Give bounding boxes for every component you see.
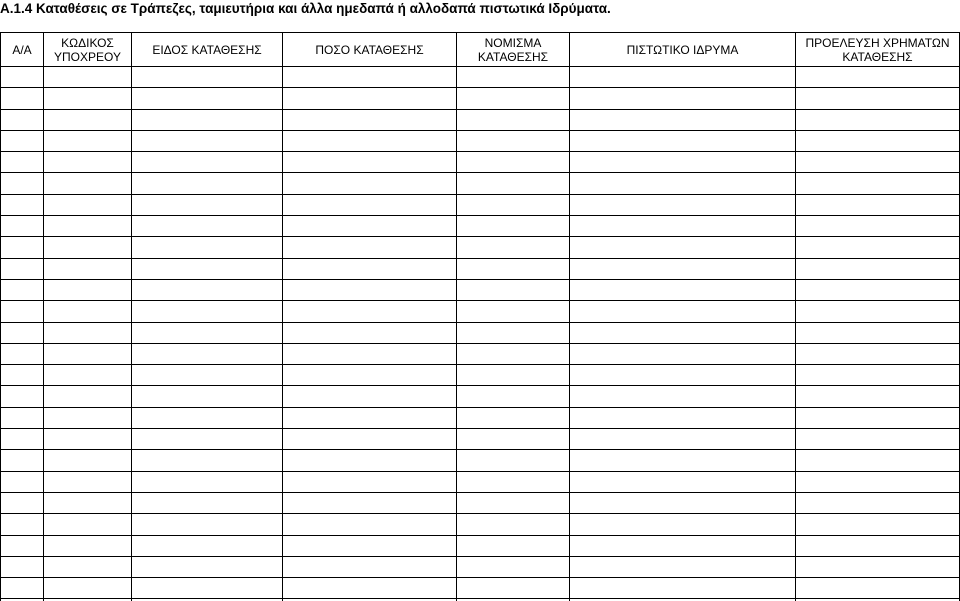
table-cell[interactable] — [283, 301, 457, 322]
table-cell[interactable] — [283, 322, 457, 343]
table-cell[interactable] — [283, 365, 457, 386]
table-cell[interactable] — [457, 173, 570, 194]
table-cell[interactable] — [570, 429, 796, 450]
table-cell[interactable] — [283, 109, 457, 130]
table-cell[interactable] — [570, 322, 796, 343]
table-cell[interactable] — [283, 88, 457, 109]
table-cell[interactable] — [1, 343, 44, 364]
table-cell[interactable] — [283, 386, 457, 407]
table-cell[interactable] — [570, 258, 796, 279]
table-cell[interactable] — [44, 216, 132, 237]
table-cell[interactable] — [457, 365, 570, 386]
table-cell[interactable] — [132, 194, 283, 215]
table-cell[interactable] — [132, 471, 283, 492]
table-cell[interactable] — [570, 365, 796, 386]
table-cell[interactable] — [132, 322, 283, 343]
table-cell[interactable] — [457, 279, 570, 300]
table-cell[interactable] — [457, 301, 570, 322]
table-cell[interactable] — [1, 471, 44, 492]
table-row — [1, 429, 960, 450]
table-cell[interactable] — [44, 429, 132, 450]
table-cell[interactable] — [44, 578, 132, 599]
table-cell[interactable] — [1, 578, 44, 599]
table-cell[interactable] — [1, 429, 44, 450]
table-cell[interactable] — [283, 216, 457, 237]
header-row — [1, 33, 960, 67]
table-cell[interactable] — [44, 194, 132, 215]
table-row — [1, 301, 960, 322]
table-cell[interactable] — [570, 471, 796, 492]
section-title: A.1.4 Καταθέσεις σε Τράπεζες, ταμιευτήρια και άλλα ημεδαπά ή αλλοδαπά πιστωτικά Ιδρύματα. — [0, 1, 611, 16]
table-cell[interactable] — [570, 301, 796, 322]
table-body — [1, 67, 960, 601]
table-cell[interactable] — [132, 279, 283, 300]
table-cell[interactable] — [570, 173, 796, 194]
table-cell[interactable] — [1, 152, 44, 173]
header-deposit-amount: ΠΟΣΟ ΚΑΤΑΘΕΣΗΣ — [283, 33, 457, 67]
table-cell[interactable] — [457, 130, 570, 151]
table-row — [1, 279, 960, 300]
table-cell[interactable] — [457, 152, 570, 173]
table-row — [1, 109, 960, 130]
header-credit-institution: ΠΙΣΤΩΤΙΚΟ ΙΔΡΥΜΑ — [570, 33, 796, 67]
table-cell[interactable] — [1, 535, 44, 556]
table-cell[interactable] — [1, 492, 44, 513]
header-funds-origin: ΠΡΟΕΛΕΥΣΗ ΧΡΗΜΑΤΩΝ ΚΑΤΑΘΕΣΗΣ — [796, 33, 960, 67]
table-cell[interactable] — [132, 450, 283, 471]
table-cell[interactable] — [796, 67, 960, 88]
table-cell[interactable] — [283, 279, 457, 300]
table-cell[interactable] — [1, 130, 44, 151]
table-cell[interactable] — [283, 67, 457, 88]
table-cell[interactable] — [1, 88, 44, 109]
table-cell[interactable] — [1, 556, 44, 577]
table-cell[interactable] — [44, 514, 132, 535]
table-cell[interactable] — [457, 429, 570, 450]
table-cell[interactable] — [457, 556, 570, 577]
table-cell[interactable] — [283, 237, 457, 258]
table-cell[interactable] — [457, 578, 570, 599]
table-cell[interactable] — [457, 343, 570, 364]
table-cell[interactable] — [570, 130, 796, 151]
table-cell[interactable] — [44, 279, 132, 300]
table-cell[interactable] — [44, 130, 132, 151]
table-cell[interactable] — [796, 578, 960, 599]
table-cell[interactable] — [796, 237, 960, 258]
table-cell[interactable] — [570, 386, 796, 407]
table-cell[interactable] — [570, 535, 796, 556]
table-row — [1, 322, 960, 343]
table-cell[interactable] — [796, 365, 960, 386]
table-cell[interactable] — [44, 365, 132, 386]
header-obligor-code: ΚΩΔΙΚΟΣ ΥΠΟΧΡΕΟΥ — [44, 33, 132, 67]
table-cell[interactable] — [44, 386, 132, 407]
table-cell[interactable] — [44, 535, 132, 556]
table-cell[interactable] — [44, 450, 132, 471]
table-cell[interactable] — [570, 67, 796, 88]
table-cell[interactable] — [1, 109, 44, 130]
table-cell[interactable] — [1, 216, 44, 237]
table-cell[interactable] — [796, 471, 960, 492]
table-cell[interactable] — [796, 556, 960, 577]
table-cell[interactable] — [796, 301, 960, 322]
table-cell[interactable] — [457, 194, 570, 215]
header-deposit-currency: ΝΟΜΙΣΜΑ ΚΑΤΑΘΕΣΗΣ — [457, 33, 570, 67]
table-cell[interactable] — [44, 173, 132, 194]
table-cell[interactable] — [570, 216, 796, 237]
table-cell[interactable] — [796, 88, 960, 109]
table-cell[interactable] — [132, 535, 283, 556]
table-cell[interactable] — [132, 173, 283, 194]
table-cell[interactable] — [132, 109, 283, 130]
table-cell[interactable] — [132, 386, 283, 407]
table-row — [1, 535, 960, 556]
table-cell[interactable] — [132, 492, 283, 513]
table-cell[interactable] — [283, 471, 457, 492]
table-cell[interactable] — [570, 492, 796, 513]
table-row — [1, 365, 960, 386]
table-cell[interactable] — [796, 130, 960, 151]
table-cell[interactable] — [796, 386, 960, 407]
table-cell[interactable] — [132, 88, 283, 109]
table-cell[interactable] — [44, 88, 132, 109]
table-cell[interactable] — [570, 152, 796, 173]
header-deposit-type: ΕΙΔΟΣ ΚΑΤΑΘΕΣΗΣ — [132, 33, 283, 67]
table-row — [1, 258, 960, 279]
table-cell[interactable] — [44, 109, 132, 130]
table-row — [1, 173, 960, 194]
table-cell[interactable] — [1, 365, 44, 386]
table-cell[interactable] — [457, 216, 570, 237]
header-aa: Α/Α — [1, 33, 44, 67]
table-row — [1, 194, 960, 215]
table-cell[interactable] — [1, 450, 44, 471]
table-cell[interactable] — [44, 471, 132, 492]
table-cell[interactable] — [1, 407, 44, 428]
table-cell[interactable] — [1, 514, 44, 535]
table-cell[interactable] — [796, 152, 960, 173]
table-cell[interactable] — [796, 535, 960, 556]
table-cell[interactable] — [796, 407, 960, 428]
table-row — [1, 471, 960, 492]
table-row — [1, 130, 960, 151]
table-cell[interactable] — [132, 152, 283, 173]
table-cell[interactable] — [44, 301, 132, 322]
table-cell[interactable] — [457, 450, 570, 471]
table-cell[interactable] — [1, 279, 44, 300]
table-cell[interactable] — [1, 173, 44, 194]
table-row — [1, 492, 960, 513]
table-cell[interactable] — [796, 514, 960, 535]
table-row — [1, 343, 960, 364]
table-cell[interactable] — [570, 237, 796, 258]
table-cell[interactable] — [44, 322, 132, 343]
table-cell[interactable] — [44, 343, 132, 364]
table-cell[interactable] — [1, 258, 44, 279]
table-cell[interactable] — [132, 258, 283, 279]
table-row — [1, 514, 960, 535]
table-row — [1, 152, 960, 173]
table-cell[interactable] — [132, 365, 283, 386]
table-cell[interactable] — [283, 514, 457, 535]
table-cell[interactable] — [132, 407, 283, 428]
table-cell[interactable] — [283, 258, 457, 279]
table-cell[interactable] — [796, 258, 960, 279]
table-cell[interactable] — [132, 514, 283, 535]
table-cell[interactable] — [457, 237, 570, 258]
table-cell[interactable] — [796, 279, 960, 300]
table-cell[interactable] — [570, 556, 796, 577]
table-cell[interactable] — [283, 407, 457, 428]
table-row — [1, 88, 960, 109]
table-cell[interactable] — [457, 322, 570, 343]
table-cell[interactable] — [283, 173, 457, 194]
table-cell[interactable] — [132, 130, 283, 151]
table-cell[interactable] — [44, 556, 132, 577]
table-cell[interactable] — [1, 67, 44, 88]
table-cell[interactable] — [132, 556, 283, 577]
table-cell[interactable] — [796, 450, 960, 471]
table-row — [1, 556, 960, 577]
table-cell[interactable] — [44, 407, 132, 428]
table-row — [1, 407, 960, 428]
table-cell[interactable] — [796, 322, 960, 343]
table-cell[interactable] — [570, 109, 796, 130]
table-cell[interactable] — [457, 514, 570, 535]
table-cell[interactable] — [457, 407, 570, 428]
table-cell[interactable] — [283, 429, 457, 450]
table-cell[interactable] — [457, 88, 570, 109]
table-row — [1, 450, 960, 471]
table-cell[interactable] — [796, 492, 960, 513]
table-cell[interactable] — [283, 152, 457, 173]
table-cell[interactable] — [283, 578, 457, 599]
table-cell[interactable] — [132, 67, 283, 88]
table-row — [1, 67, 960, 88]
table-cell[interactable] — [132, 216, 283, 237]
table-cell[interactable] — [283, 535, 457, 556]
table-cell[interactable] — [570, 194, 796, 215]
table-cell[interactable] — [44, 237, 132, 258]
table-cell[interactable] — [570, 407, 796, 428]
table-cell[interactable] — [796, 216, 960, 237]
table-cell[interactable] — [796, 194, 960, 215]
table-cell[interactable] — [283, 343, 457, 364]
table-cell[interactable] — [457, 535, 570, 556]
table-cell[interactable] — [44, 67, 132, 88]
table-row — [1, 237, 960, 258]
deposits-table — [0, 32, 960, 601]
table-cell[interactable] — [457, 386, 570, 407]
table-cell[interactable] — [457, 67, 570, 88]
table-cell[interactable] — [796, 173, 960, 194]
table-cell[interactable] — [570, 279, 796, 300]
table-cell[interactable] — [570, 514, 796, 535]
table-cell[interactable] — [796, 343, 960, 364]
table-cell[interactable] — [1, 301, 44, 322]
table-row — [1, 216, 960, 237]
table-cell[interactable] — [44, 258, 132, 279]
table-cell[interactable] — [1, 237, 44, 258]
table-cell[interactable] — [796, 109, 960, 130]
table-cell[interactable] — [283, 556, 457, 577]
table-row — [1, 578, 960, 599]
table-cell[interactable] — [132, 343, 283, 364]
table-cell[interactable] — [44, 152, 132, 173]
table-row — [1, 386, 960, 407]
table-cell[interactable] — [457, 471, 570, 492]
table-cell[interactable] — [570, 578, 796, 599]
table-cell[interactable] — [796, 429, 960, 450]
table-cell[interactable] — [457, 109, 570, 130]
table-cell[interactable] — [132, 237, 283, 258]
table-cell[interactable] — [283, 450, 457, 471]
table-cell[interactable] — [132, 301, 283, 322]
table-cell[interactable] — [570, 88, 796, 109]
table-cell[interactable] — [1, 322, 44, 343]
table-cell[interactable] — [570, 450, 796, 471]
table-cell[interactable] — [283, 130, 457, 151]
table-cell[interactable] — [283, 492, 457, 513]
table-cell[interactable] — [1, 386, 44, 407]
table-cell[interactable] — [1, 194, 44, 215]
table-cell[interactable] — [132, 429, 283, 450]
table-cell[interactable] — [570, 343, 796, 364]
table-cell[interactable] — [132, 578, 283, 599]
table-cell[interactable] — [457, 492, 570, 513]
table-cell[interactable] — [457, 258, 570, 279]
table-cell[interactable] — [44, 492, 132, 513]
table-cell[interactable] — [283, 194, 457, 215]
